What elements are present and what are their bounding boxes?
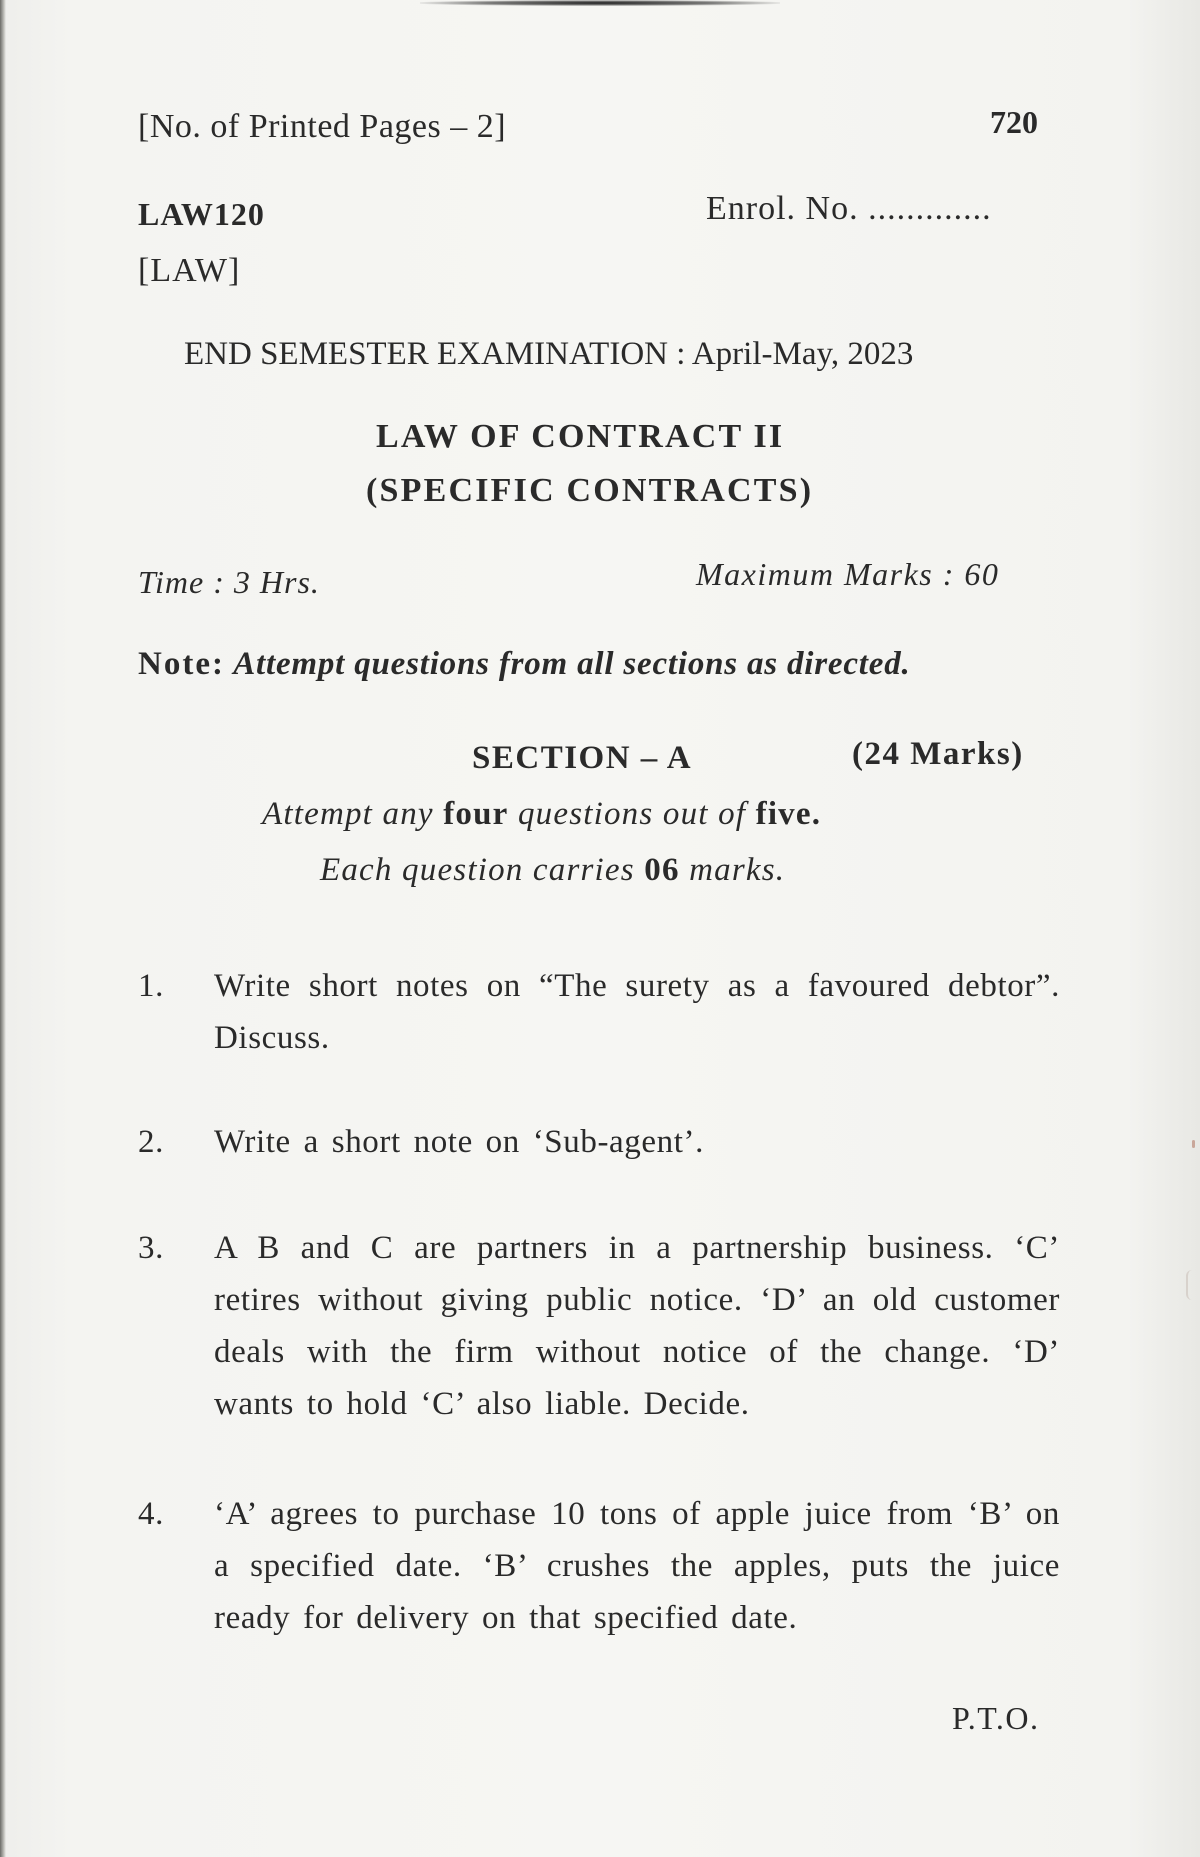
maximum-marks: Maximum Marks : 60 (696, 556, 1000, 592)
instruction-attempt-text: Attempt any (262, 796, 434, 832)
note-label: Note: (138, 646, 225, 682)
paper-crease (1186, 1270, 1198, 1300)
top-edge-shadow (420, 0, 780, 6)
paper-speck (1192, 1140, 1195, 1148)
exam-duration: Time : 3 Hrs. (138, 564, 320, 600)
instruction-marks-value: 06 (644, 852, 680, 888)
paper-edge-shadow (0, 0, 6, 1857)
question-number: 4. (138, 1496, 164, 1532)
instruction-mid-text: questions out of (517, 796, 747, 832)
question-number: 2. (138, 1124, 164, 1160)
question-text: Write a short note on ‘Sub-agent’. (214, 1124, 704, 1160)
question-number: 3. (138, 1230, 164, 1266)
question-text: ‘A’ agrees to purchase 10 tons of apple juice from ‘B’ on a specified date. ‘B’ crushes the apples, puts the juice ready for delivery on that specified date. (214, 1496, 1060, 1636)
section-a-title: SECTION – A (472, 740, 693, 776)
subject-title: LAW OF CONTRACT II (376, 418, 785, 455)
section-a-marks: (24 Marks) (852, 736, 1024, 772)
subject-subtitle: (SPECIFIC CONTRACTS) (366, 472, 814, 509)
instruction-total: five. (755, 796, 822, 832)
instruction-marks-post: marks. (689, 852, 786, 888)
course-code: LAW120 (138, 196, 265, 232)
department-label: [LAW] (138, 252, 241, 289)
question-text: Write short notes on “The surety as a favoured debtor”. Discuss. (214, 968, 1060, 1056)
note-text: Attempt questions from all sections as directed. (233, 646, 911, 682)
printed-pages-line: [No. of Printed Pages – 2] (138, 108, 507, 145)
instruction-marks-pre: Each question carries (320, 852, 635, 888)
instruction-count: four (443, 796, 509, 832)
enrolment-number-field: Enrol. No. ............. (706, 190, 992, 227)
question-number: 1. (138, 968, 164, 1004)
exam-note (138, 646, 911, 683)
paper-number: 720 (990, 104, 1038, 140)
question-text: A B and C are partners in a partnership business. ‘C’ retires without giving public notice. ‘D’ an old customer deals with the firm without notice of the change. ‘D’ wants to hold ‘C’ also liable. Decide. (214, 1230, 1060, 1422)
section-a-instruction-marks (320, 852, 785, 889)
please-turn-over: P.T.O. (952, 1700, 1040, 1736)
exam-title: END SEMESTER EXAMINATION : April-May, 2023 (184, 336, 914, 372)
section-a-instruction-attempt (262, 796, 821, 833)
